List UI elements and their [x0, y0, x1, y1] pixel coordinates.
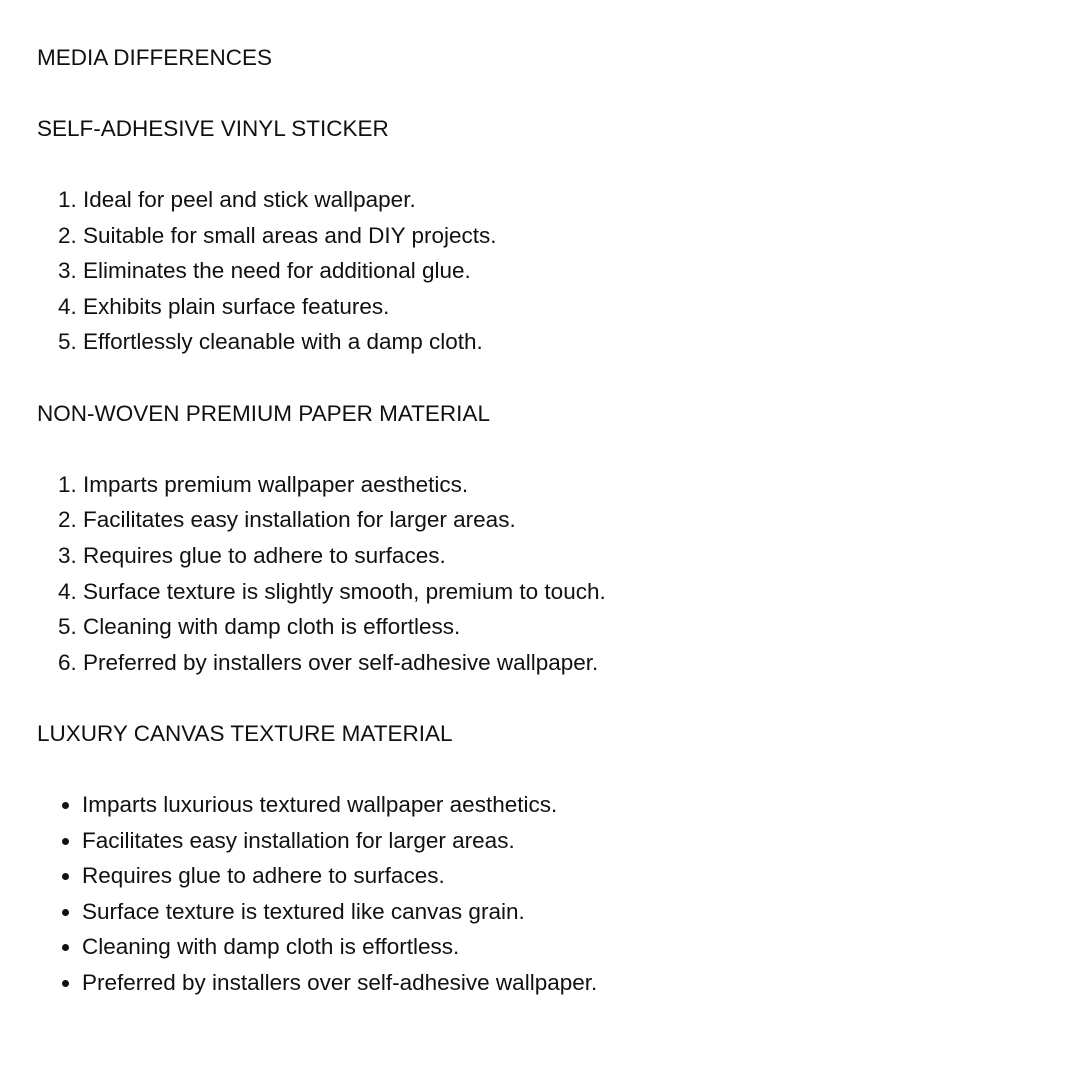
list-item: 2. Facilitates easy installation for larger areas.: [83, 502, 1050, 538]
list-item: • Facilitates easy installation for larger areas.: [82, 823, 1050, 859]
list-item: 3. Eliminates the need for additional glue.: [83, 253, 1050, 289]
list-item: 6. Preferred by installers over self-adhesive wallpaper.: [83, 645, 1050, 681]
non-woven-ordered-list: [37, 467, 1050, 681]
page-title: MEDIA DIFFERENCES: [37, 44, 273, 70]
list-item: 1. Ideal for peel and stick wallpaper.: [83, 182, 1050, 218]
list-item: 5. Cleaning with damp cloth is effortless.: [83, 609, 1050, 645]
luxury-canvas-bullet-list: [37, 787, 1050, 1001]
list-item: 4. Surface texture is slightly smooth, premium to touch.: [83, 574, 1050, 610]
section-heading-non-woven: NON-WOVEN PREMIUM PAPER MATERIAL: [37, 400, 490, 426]
list-item: 2. Suitable for small areas and DIY projects.: [83, 218, 1050, 254]
list-item: • Cleaning with damp cloth is effortless.: [82, 929, 1050, 965]
list-item: • Preferred by installers over self-adhesive wallpaper.: [82, 965, 1050, 1001]
list-item: • Requires glue to adhere to surfaces.: [82, 858, 1050, 894]
list-item: • Surface texture is textured like canvas grain.: [82, 894, 1050, 930]
list-item: 1. Imparts premium wallpaper aesthetics.: [83, 467, 1050, 503]
list-item: • Imparts luxurious textured wallpaper aesthetics.: [82, 787, 1050, 823]
section-heading-luxury-canvas: LUXURY CANVAS TEXTURE MATERIAL: [37, 720, 453, 746]
list-item: 4. Exhibits plain surface features.: [83, 289, 1050, 325]
section-heading-self-adhesive: SELF-ADHESIVE VINYL STICKER: [37, 115, 389, 141]
self-adhesive-ordered-list: [37, 182, 1050, 360]
list-item: 5. Effortlessly cleanable with a damp cloth.: [83, 324, 1050, 360]
list-item: 3. Requires glue to adhere to surfaces.: [83, 538, 1050, 574]
